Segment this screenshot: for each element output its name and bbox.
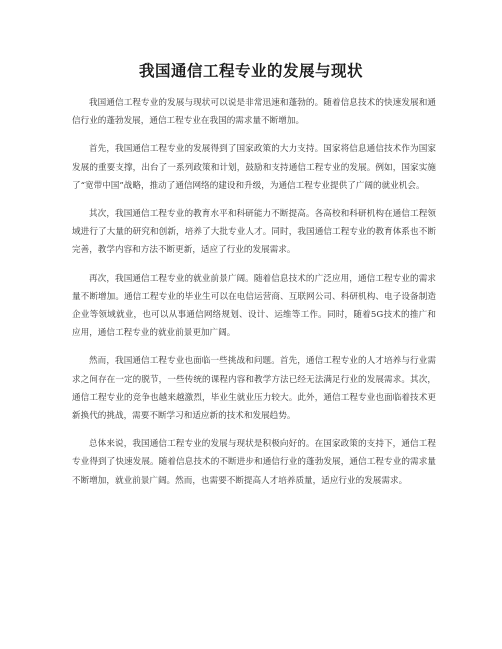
document-body (72, 94, 436, 500)
paragraph-3: 其次，我国通信工程专业的教育水平和科研能力不断提高。各高校和科研机构在通信工程领域进行了大量的研究和创新，培养了大批专业人才。同时，我国通信工程专业的教育体系也不断完善，教学内容和方法不断更新，适应了行业的发展需求。 (72, 209, 436, 256)
paragraph-4: 再次，我国通信工程专业的就业前景广阔。随着信息技术的广泛应用，通信工程专业的需求量不断增加。通信工程专业的毕业生可以在电信运营商、互联网公司、科研机构、电子设备制造企业等领域就业，也可以从事通信网络规划、设计、运维等工作。同时，随着5G技术的推广和应用，通信工程专业的就业前景更加广阔。 (72, 273, 436, 339)
paragraph-5: 然而，我国通信工程专业也面临一些挑战和问题。首先，通信工程专业的人才培养与行业需求之间存在一定的脱节，一些传统的课程内容和教学方法已经无法满足行业的发展需求。其次，通信工程专业的竞争也越来越激烈，毕业生就业压力较大。此外，通信工程专业也面临着技术更新换代的挑战，需要不断学习和适应新的技术和发展趋势。 (72, 356, 436, 422)
paragraph-6: 总体来说，我国通信工程专业的发展与现状是积极向好的。在国家政策的支持下，通信工程专业得到了快速发展。随着信息技术的不断进步和通信行业的蓬勃发展，通信工程专业的需求量不断增加，就业前景广阔。然而，也需要不断提高人才培养质量，适应行业的发展需求。 (72, 439, 436, 486)
paragraph-2: 首先，我国通信工程专业的发展得到了国家政策的大力支持。国家将信息通信技术作为国家发展的重要支撑，出台了一系列政策和计划，鼓励和支持通信工程专业的发展。例如，国家实施了“宽带中国”战略，推动了通信网络的建设和升级，为通信工程专业提供了广阔的就业机会。 (72, 144, 436, 191)
document-title: 我国通信工程专业的发展与现状 (138, 62, 363, 80)
paragraph-1: 我国通信工程专业的发展与现状可以说是非常迅速和蓬勃的。随着信息技术的快速发展和通信行业的蓬勃发展，通信工程专业在我国的需求量不断增加。 (72, 98, 436, 127)
